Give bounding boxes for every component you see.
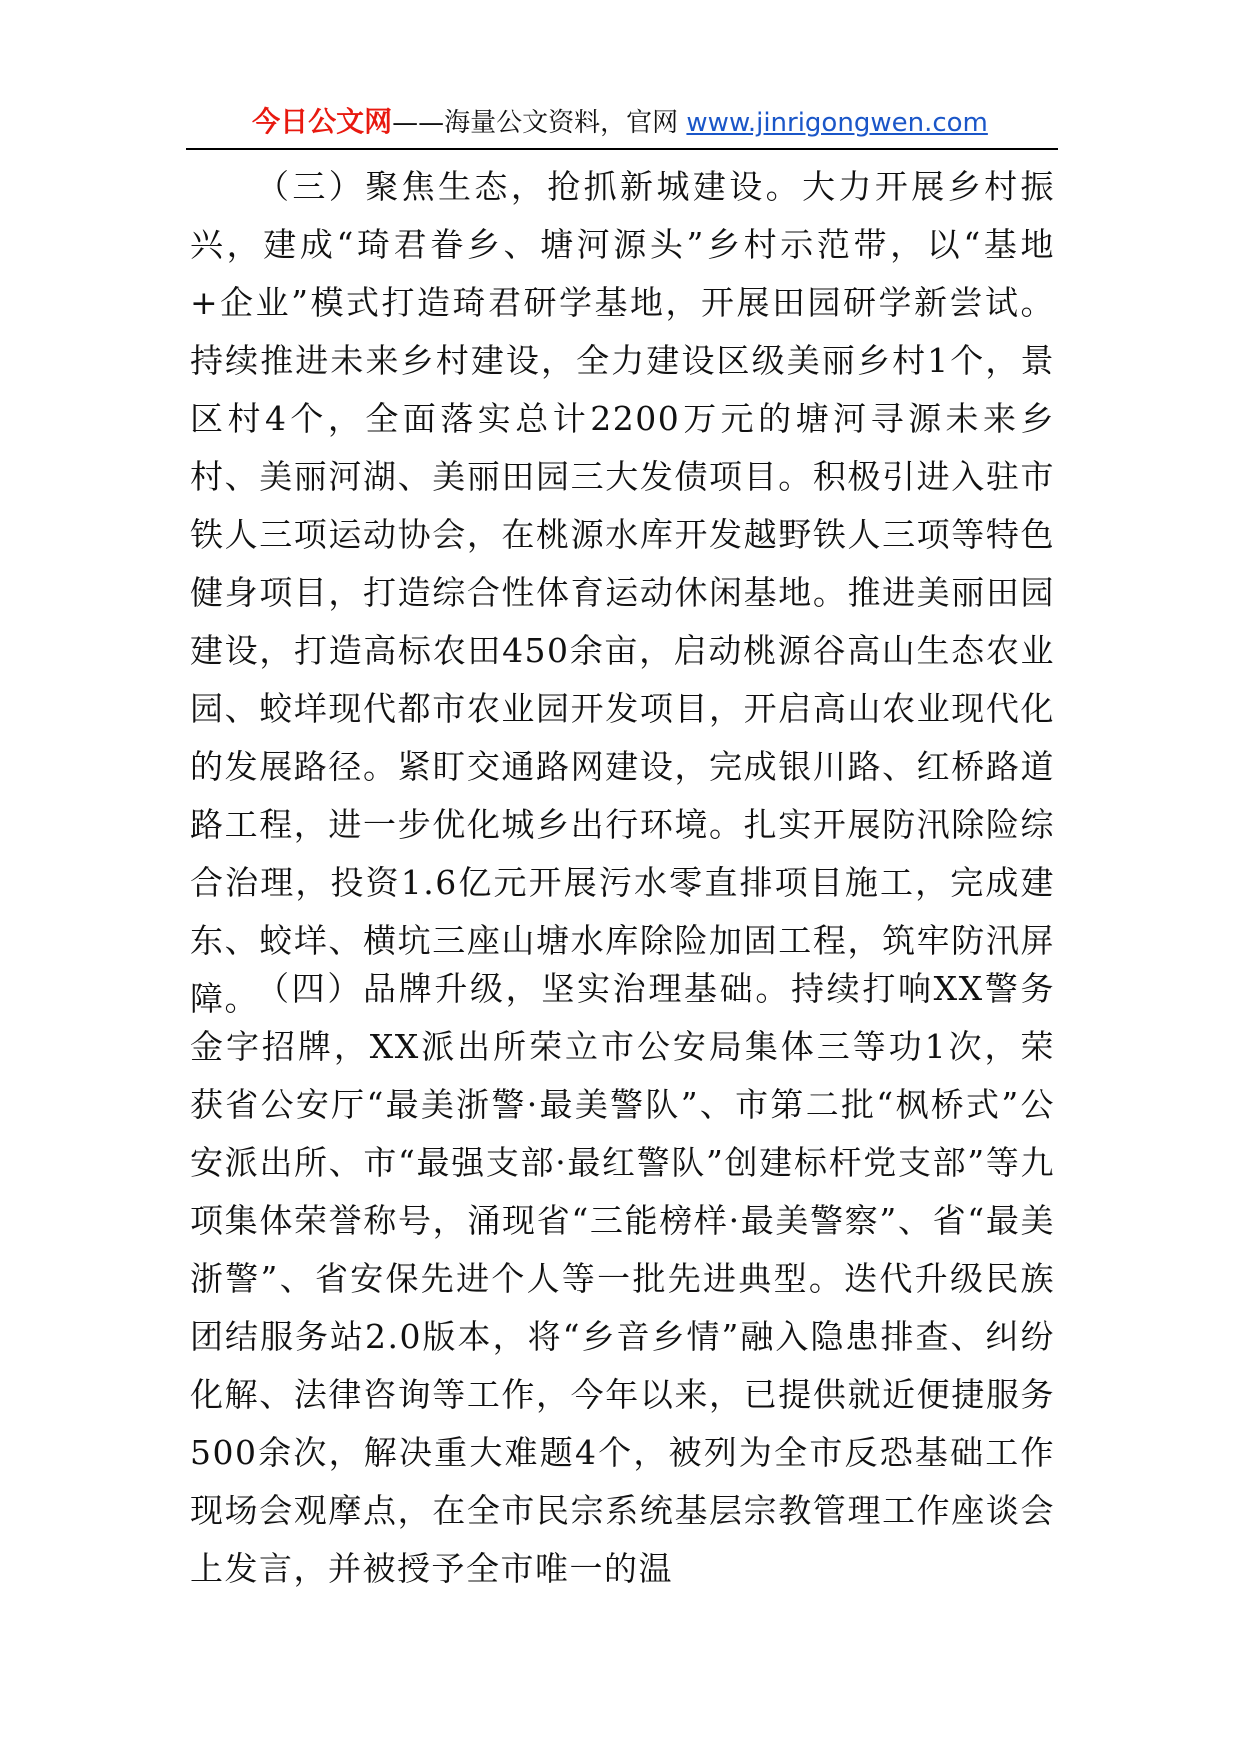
site-tagline: ——海量公文资料，官网 (392, 108, 687, 138)
site-url-link[interactable]: www.jinrigongwen.com (686, 108, 988, 138)
header-divider (186, 148, 1058, 150)
paragraph-section-4: （四）品牌升级，坚实治理基础。持续打响XX警务金字招牌，XX派出所荣立市公安局集体三等功1次，荣获省公安厅“最美浙警·最美警队”、市第二批“枫桥式”公安派出所、市“最强支部·最红警队”创建标杆党支部”等九项集体荣誉称号，涌现省“三能榜样·最美警察”、省“最美浙警”、省安保先进个人等一批先进典型。迭代升级民族团结服务站2.0版本，将“乡音乡情”融入隐患排查、纠纷化解、法律咨询等工作，今年以来，已提供就近便捷服务500余次，解决重大难题4个，被列为全市反恐基础工作现场会观摩点，在全市民宗系统基层宗教管理工作座谈会上发言，并被授予全市唯一的温 (190, 969, 1055, 1588)
page-header (0, 104, 1240, 141)
site-brand-name[interactable]: 今日公文网 (252, 105, 393, 138)
paragraph-section-3: （三）聚焦生态，抢抓新城建设。大力开展乡村振兴，建成“琦君眷乡、塘河源头”乡村示范带，以“基地+企业”模式打造琦君研学基地，开展田园研学新尝试。持续推进未来乡村建设，全力建设区级美丽乡村1个，景区村4个，全面落实总计2200万元的塘河寻源未来乡村、美丽河湖、美丽田园三大发债项目。积极引进入驻市铁人三项运动协会，在桃源水库开发越野铁人三项等特色健身项目，打造综合性体育运动休闲基地。推进美丽田园建设，打造高标农田450余亩，启动桃源谷高山生态农业园、蛟垟现代都市农业园开发项目，开启高山农业现代化的发展路径。紧盯交通路网建设，完成银川路、红桥路道路工程，进一步优化城乡出行环境。扎实开展防汛除险综合治理，投资1.6亿元开展污水零直排项目施工，完成建东、蛟垟、横坑三座山塘水库除险加固工程，筑牢防汛屏障。 (190, 167, 1055, 1018)
